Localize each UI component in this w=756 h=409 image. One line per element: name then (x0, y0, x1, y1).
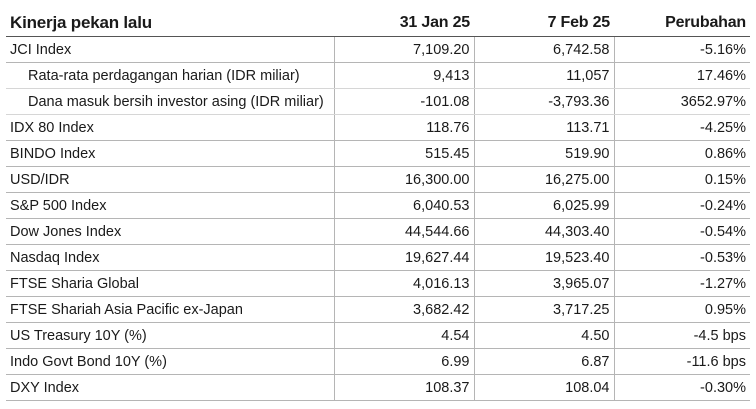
value-change: -0.53% (614, 245, 750, 271)
value-change: -5.16% (614, 37, 750, 63)
value-change: -1.27% (614, 271, 750, 297)
column-header-change: Perubahan (614, 10, 750, 37)
table-row (6, 375, 750, 401)
value-date-1: 3,682.42 (334, 297, 474, 323)
row-label: IDX 80 Index (6, 115, 334, 141)
row-label: Indo Govt Bond 10Y (%) (6, 349, 334, 375)
value-date-2: 6,742.58 (474, 37, 614, 63)
table-row (6, 271, 750, 297)
row-label: JCI Index (6, 37, 334, 63)
value-date-2: 519.90 (474, 141, 614, 167)
value-date-1: 44,544.66 (334, 219, 474, 245)
table-row (6, 89, 750, 115)
value-date-2: 3,965.07 (474, 271, 614, 297)
value-date-1: 6,040.53 (334, 193, 474, 219)
table-row (6, 219, 750, 245)
table-row (6, 193, 750, 219)
row-label: Dana masuk bersih investor asing (IDR miliar) (6, 89, 334, 115)
row-label: FTSE Sharia Global (6, 271, 334, 297)
value-change: 0.95% (614, 297, 750, 323)
value-date-1: 4,016.13 (334, 271, 474, 297)
value-date-2: 4.50 (474, 323, 614, 349)
value-date-1: 19,627.44 (334, 245, 474, 271)
column-header-date-2: 7 Feb 25 (474, 10, 614, 37)
value-change: 0.86% (614, 141, 750, 167)
value-date-2: 3,717.25 (474, 297, 614, 323)
value-change: 3652.97% (614, 89, 750, 115)
value-change: -0.24% (614, 193, 750, 219)
row-label: US Treasury 10Y (%) (6, 323, 334, 349)
row-label: FTSE Shariah Asia Pacific ex-Japan (6, 297, 334, 323)
value-change: -0.54% (614, 219, 750, 245)
table-row (6, 245, 750, 271)
table-row (6, 297, 750, 323)
table-row (6, 167, 750, 193)
row-label: S&P 500 Index (6, 193, 334, 219)
value-date-1: 9,413 (334, 63, 474, 89)
table-row (6, 63, 750, 89)
value-date-1: 108.37 (334, 375, 474, 401)
value-date-1: 7,109.20 (334, 37, 474, 63)
value-date-2: 11,057 (474, 63, 614, 89)
row-label: BINDO Index (6, 141, 334, 167)
table-header-row (6, 10, 750, 37)
value-date-2: -3,793.36 (474, 89, 614, 115)
row-label: DXY Index (6, 375, 334, 401)
value-change: -4.5 bps (614, 323, 750, 349)
value-change: -11.6 bps (614, 349, 750, 375)
value-date-2: 19,523.40 (474, 245, 614, 271)
value-date-2: 6,025.99 (474, 193, 614, 219)
table-row (6, 37, 750, 63)
table-row (6, 115, 750, 141)
table-row (6, 349, 750, 375)
row-label: Nasdaq Index (6, 245, 334, 271)
value-date-1: 118.76 (334, 115, 474, 141)
value-date-1: 6.99 (334, 349, 474, 375)
weekly-performance-table (6, 10, 750, 401)
value-date-2: 44,303.40 (474, 219, 614, 245)
table-title: Kinerja pekan lalu (6, 10, 334, 37)
table-row (6, 141, 750, 167)
row-label: USD/IDR (6, 167, 334, 193)
row-label: Dow Jones Index (6, 219, 334, 245)
value-change: -4.25% (614, 115, 750, 141)
value-date-2: 6.87 (474, 349, 614, 375)
value-change: 17.46% (614, 63, 750, 89)
value-change: -0.30% (614, 375, 750, 401)
value-date-1: 4.54 (334, 323, 474, 349)
value-date-1: 16,300.00 (334, 167, 474, 193)
table-row (6, 323, 750, 349)
column-header-date-1: 31 Jan 25 (334, 10, 474, 37)
row-label: Rata-rata perdagangan harian (IDR miliar) (6, 63, 334, 89)
value-date-1: 515.45 (334, 141, 474, 167)
value-date-2: 16,275.00 (474, 167, 614, 193)
value-date-2: 113.71 (474, 115, 614, 141)
value-change: 0.15% (614, 167, 750, 193)
value-date-1: -101.08 (334, 89, 474, 115)
value-date-2: 108.04 (474, 375, 614, 401)
